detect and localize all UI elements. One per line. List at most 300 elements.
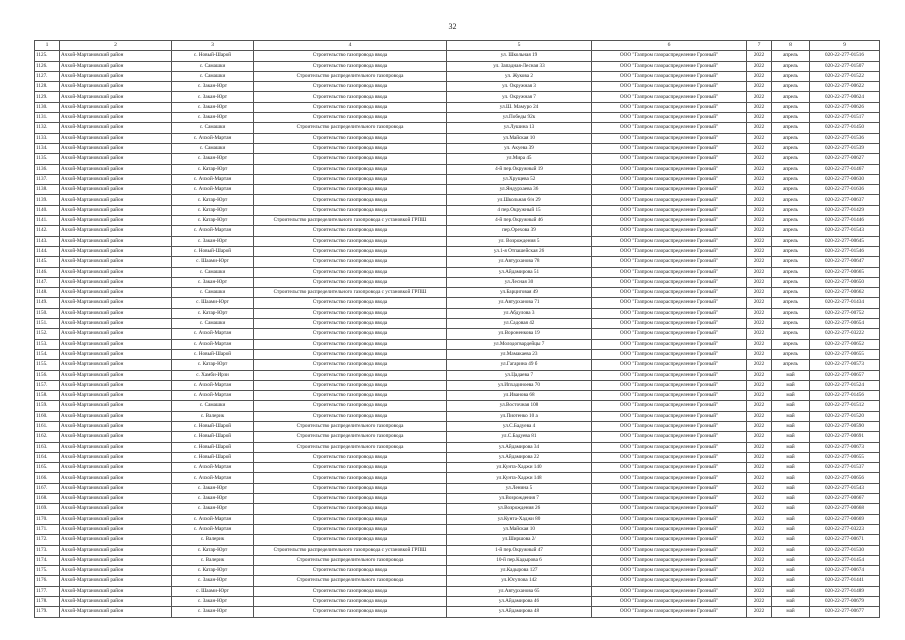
settlement-cell: с. Закан-Юрт [172, 154, 254, 164]
district-cell: Ачхой-Мартановский район [60, 113, 172, 123]
contract-number-cell: 020-22-277-01489 [810, 586, 880, 596]
table-row [35, 545, 880, 555]
month-cell: апрель [772, 277, 810, 287]
month-cell: апрель [772, 226, 810, 236]
organization-cell: ООО "Газпром газораспределение Грозный" [592, 349, 747, 359]
settlement-cell: с. Новый-Шарой [172, 246, 254, 256]
work-type-cell: Строительство газопровода ввода [254, 494, 447, 504]
settlement-cell: с. Новый-Шарой [172, 421, 254, 431]
settlement-cell: с. Закан-Юрт [172, 82, 254, 92]
year-cell: 2022 [747, 246, 772, 256]
district-cell: Ачхой-Мартановский район [60, 205, 172, 215]
contract-number-cell: 020-22-277-00671 [810, 535, 880, 545]
address-cell: пер.Орехова 39 [447, 226, 592, 236]
settlement-cell: с. Ачхой-Мартан [172, 524, 254, 534]
settlement-cell: с. Катар-Юрт [172, 195, 254, 205]
year-cell: 2022 [747, 566, 772, 576]
table-row [35, 442, 880, 452]
month-cell: май [772, 473, 810, 483]
year-cell: 2022 [747, 401, 772, 411]
work-type-cell: Строительство распределительного газопровода [254, 576, 447, 586]
settlement-cell: с. Шаами-Юрт [172, 257, 254, 267]
row-number-cell: 1141. [35, 216, 60, 226]
year-cell: 2022 [747, 432, 772, 442]
settlement-cell: с. Закан-Юрт [172, 576, 254, 586]
address-cell: ул.Иванова 68 [447, 391, 592, 401]
contract-number-cell: 020-22-277-00674 [810, 566, 880, 576]
address-cell: ул.Мира 45 [447, 154, 592, 164]
district-cell: Ачхой-Мартановский район [60, 298, 172, 308]
month-cell: май [772, 545, 810, 555]
row-number-cell: 1166. [35, 473, 60, 483]
address-cell: ул.Кунта-Хаджи 80 [447, 514, 592, 524]
row-number-cell: 1178. [35, 597, 60, 607]
month-cell: апрель [772, 143, 810, 153]
month-cell: апрель [772, 123, 810, 133]
organization-cell: ООО "Газпром газораспределение Грозный" [592, 411, 747, 421]
district-cell: Ачхой-Мартановский район [60, 370, 172, 380]
address-cell: ул. Окружная 7 [447, 92, 592, 102]
settlement-cell: с. Валерик [172, 555, 254, 565]
row-number-cell: 1129. [35, 92, 60, 102]
month-cell: май [772, 597, 810, 607]
month-cell: апрель [772, 205, 810, 215]
contract-number-cell: 020-22-277-00655 [810, 452, 880, 462]
contract-number-cell: 020-22-277-00752 [810, 308, 880, 318]
district-cell: Ачхой-Мартановский район [60, 329, 172, 339]
address-cell: ул.Школьная 6/н 29 [447, 195, 592, 205]
row-number-cell: 1133. [35, 133, 60, 143]
table-row [35, 123, 880, 133]
district-cell: Ачхой-Мартановский район [60, 288, 172, 298]
contract-number-cell: 020-22-277-00679 [810, 597, 880, 607]
address-cell: ул.Пиотенко 10 а [447, 411, 592, 421]
table-row [35, 597, 880, 607]
address-cell: 1-й пер.Окружный 47 [447, 545, 592, 555]
table-row [35, 380, 880, 390]
row-number-cell: 1147. [35, 277, 60, 287]
row-number-cell: 1130. [35, 102, 60, 112]
settlement-cell: с. Ачхой-Мартан [172, 473, 254, 483]
organization-cell: ООО "Газпром газораспределение Грозный" [592, 195, 747, 205]
organization-cell: ООО "Газпром газораспределение Грозный" [592, 586, 747, 596]
district-cell: Ачхой-Мартановский район [60, 545, 172, 555]
table-row [35, 51, 880, 61]
contract-number-cell: 020-22-277-01543 [810, 483, 880, 493]
table-row [35, 236, 880, 246]
organization-cell: ООО "Газпром газораспределение Грозный" [592, 61, 747, 71]
table-row [35, 421, 880, 431]
work-type-cell: Строительство газопровода ввода [254, 586, 447, 596]
contract-number-cell: 020-22-277-00622 [810, 82, 880, 92]
settlement-cell: с. Новый-Шарой [172, 349, 254, 359]
table-row [35, 154, 880, 164]
table-row [35, 164, 880, 174]
address-cell: ул.Юсупова 142 [447, 576, 592, 586]
year-cell: 2022 [747, 442, 772, 452]
contract-number-cell: 020-22-277-00656 [810, 473, 880, 483]
table-row [35, 195, 880, 205]
address-cell: ул.Айдамирова 51 [447, 267, 592, 277]
address-cell: ул.Молодогвардейцы 7 [447, 339, 592, 349]
table-row [35, 463, 880, 473]
table-row [35, 401, 880, 411]
address-cell: ул.Айдамирова 48 [447, 607, 592, 617]
settlement-cell: с. Ачхой-Мартан [172, 185, 254, 195]
year-cell: 2022 [747, 257, 772, 267]
settlement-cell: с. Ачхой-Мартан [172, 380, 254, 390]
settlement-cell: с. Катар-Юрт [172, 566, 254, 576]
contract-number-cell: 020-22-277-01512 [810, 401, 880, 411]
row-number-cell: 1152. [35, 329, 60, 339]
year-cell: 2022 [747, 473, 772, 483]
address-cell: 4-й пер.Окружный 46 [447, 216, 592, 226]
address-cell: ул.С.Бадуева 4 [447, 421, 592, 431]
organization-cell: ООО "Газпром газораспределение Грозный" [592, 82, 747, 92]
contract-number-cell: 020-22-277-00626 [810, 102, 880, 112]
address-cell: ул.Победы 92к [447, 113, 592, 123]
address-cell: 4-й пер.Окружный 19 [447, 164, 592, 174]
district-cell: Ачхой-Мартановский район [60, 92, 172, 102]
row-number-cell: 1128. [35, 82, 60, 92]
year-cell: 2022 [747, 360, 772, 370]
work-type-cell: Строительство газопровода ввода [254, 380, 447, 390]
settlement-cell: с. Новый-Шарой [172, 432, 254, 442]
contract-number-cell: 020-22-277-01467 [810, 164, 880, 174]
contract-number-cell: 020-22-277-00590 [810, 421, 880, 431]
work-type-cell: Строительство распределительного газопровода с установкой ГРПШ [254, 216, 447, 226]
row-number-cell: 1170. [35, 514, 60, 524]
year-cell: 2022 [747, 607, 772, 617]
organization-cell: ООО "Газпром газораспределение Грозный" [592, 421, 747, 431]
settlement-cell: с. Самашки [172, 143, 254, 153]
month-cell: апрель [772, 195, 810, 205]
work-type-cell: Строительство газопровода ввода [254, 154, 447, 164]
month-cell: май [772, 463, 810, 473]
year-cell: 2022 [747, 288, 772, 298]
row-number-cell: 1162. [35, 432, 60, 442]
address-cell: ул. Жукова 2 [447, 71, 592, 81]
district-cell: Ачхой-Мартановский район [60, 216, 172, 226]
row-number-cell: 1153. [35, 339, 60, 349]
contract-number-cell: 020-22-277-00668 [810, 504, 880, 514]
row-number-cell: 1171. [35, 524, 60, 534]
row-number-cell: 1161. [35, 421, 60, 431]
address-cell: ул.Айдамирова 22 [447, 452, 592, 462]
table-row [35, 102, 880, 112]
district-cell: Ачхой-Мартановский район [60, 432, 172, 442]
contract-number-cell: 020-22-277-00650 [810, 277, 880, 287]
district-cell: Ачхой-Мартановский район [60, 349, 172, 359]
organization-cell: ООО "Газпром газораспределение Грозный" [592, 329, 747, 339]
year-cell: 2022 [747, 174, 772, 184]
row-number-cell: 1172. [35, 535, 60, 545]
year-cell: 2022 [747, 216, 772, 226]
work-type-cell: Строительство газопровода ввода [254, 226, 447, 236]
year-cell: 2022 [747, 82, 772, 92]
settlement-cell: с. Закан-Юрт [172, 277, 254, 287]
organization-cell: ООО "Газпром газораспределение Грозный" [592, 566, 747, 576]
work-type-cell: Строительство газопровода ввода [254, 174, 447, 184]
address-cell: ул.С.Бадуева 81 [447, 432, 592, 442]
column-header: 7 [747, 41, 772, 51]
address-cell: ул.Абдулова 3 [447, 308, 592, 318]
column-header: 1 [35, 41, 60, 51]
contract-number-cell: 020-22-277-01516 [810, 51, 880, 61]
district-cell: Ачхой-Мартановский район [60, 607, 172, 617]
row-number-cell: 1160. [35, 411, 60, 421]
work-type-cell: Строительство газопровода ввода [254, 597, 447, 607]
settlement-cell: с. Закан-Юрт [172, 113, 254, 123]
work-type-cell: Строительство газопровода ввода [254, 411, 447, 421]
row-number-cell: 1158. [35, 391, 60, 401]
contract-number-cell: 020-22-277-01454 [810, 555, 880, 565]
table-row [35, 483, 880, 493]
row-number-cell: 1134. [35, 143, 60, 153]
month-cell: апрель [772, 154, 810, 164]
work-type-cell: Строительство распределительного газопровода [254, 555, 447, 565]
table-row [35, 277, 880, 287]
settlement-cell: с. Катар-Юрт [172, 360, 254, 370]
contract-number-cell: 020-22-277-00669 [810, 514, 880, 524]
settlement-cell: с. Шаами-Юрт [172, 586, 254, 596]
month-cell: апрель [772, 82, 810, 92]
contract-number-cell: 020-22-277-01434 [810, 298, 880, 308]
organization-cell: ООО "Газпром газораспределение Грозный" [592, 597, 747, 607]
settlement-cell: с. Ачхой-Мартан [172, 463, 254, 473]
month-cell: май [772, 421, 810, 431]
district-cell: Ачхой-Мартановский район [60, 504, 172, 514]
table-row [35, 524, 880, 534]
address-cell: ул.Барциговая 49 [447, 288, 592, 298]
year-cell: 2022 [747, 102, 772, 112]
work-type-cell: Строительство газопровода ввода [254, 257, 447, 267]
contract-number-cell: 020-22-277-01522 [810, 71, 880, 81]
settlement-cell: с. Валерик [172, 535, 254, 545]
organization-cell: ООО "Газпром газораспределение Грозный" [592, 452, 747, 462]
table-row [35, 185, 880, 195]
row-number-cell: 1144. [35, 246, 60, 256]
work-type-cell: Строительство газопровода ввода [254, 82, 447, 92]
settlement-cell: с. Катар-Юрт [172, 545, 254, 555]
month-cell: апрель [772, 349, 810, 359]
address-cell: ул.Кунта-Хаджи 148 [447, 473, 592, 483]
column-header: 9 [810, 41, 880, 51]
month-cell: май [772, 380, 810, 390]
work-type-cell: Строительство газопровода ввода [254, 267, 447, 277]
address-cell: ул.Садовая 42 [447, 319, 592, 329]
district-cell: Ачхой-Мартановский район [60, 463, 172, 473]
work-type-cell: Строительство газопровода ввода [254, 113, 447, 123]
settlement-cell: с. Ачхой-Мартан [172, 339, 254, 349]
row-number-cell: 1157. [35, 380, 60, 390]
year-cell: 2022 [747, 349, 772, 359]
district-cell: Ачхой-Мартановский район [60, 277, 172, 287]
row-number-cell: 1167. [35, 483, 60, 493]
month-cell: апрель [772, 133, 810, 143]
table-row [35, 82, 880, 92]
table-row [35, 504, 880, 514]
organization-cell: ООО "Газпром газораспределение Грозный" [592, 298, 747, 308]
contract-number-cell: 020-22-277-01543 [810, 226, 880, 236]
address-cell: ул. Школьная 19 [447, 51, 592, 61]
table-row [35, 555, 880, 565]
row-number-cell: 1142. [35, 226, 60, 236]
organization-cell: ООО "Газпром газораспределение Грозный" [592, 555, 747, 565]
organization-cell: ООО "Газпром газораспределение Грозный" [592, 339, 747, 349]
organization-cell: ООО "Газпром газораспределение Грозный" [592, 401, 747, 411]
district-cell: Ачхой-Мартановский район [60, 586, 172, 596]
table-row [35, 514, 880, 524]
settlement-cell: с. Закан-Юрт [172, 607, 254, 617]
month-cell: апрель [772, 257, 810, 267]
settlement-cell: с. Закан-Юрт [172, 597, 254, 607]
month-cell: май [772, 586, 810, 596]
settlement-cell: с. Новый-Шарой [172, 51, 254, 61]
contract-number-cell: 020-22-277-00665 [810, 267, 880, 277]
work-type-cell: Строительство газопровода ввода [254, 524, 447, 534]
year-cell: 2022 [747, 535, 772, 545]
address-cell: ул.Ипхадиноева 70 [447, 380, 592, 390]
month-cell: май [772, 483, 810, 493]
work-type-cell: Строительство газопровода ввода [254, 319, 447, 329]
address-cell: ул.Яндурхаева 36 [447, 185, 592, 195]
year-cell: 2022 [747, 391, 772, 401]
address-cell: ул.1-я Отпашейская 26 [447, 246, 592, 256]
district-cell: Ачхой-Мартановский район [60, 195, 172, 205]
row-number-cell: 1137. [35, 174, 60, 184]
year-cell: 2022 [747, 51, 772, 61]
organization-cell: ООО "Газпром газораспределение Грозный" [592, 226, 747, 236]
address-cell: ул.Автурханова 65 [447, 586, 592, 596]
month-cell: апрель [772, 216, 810, 226]
row-number-cell: 1146. [35, 267, 60, 277]
organization-cell: ООО "Газпром газораспределение Грозный" [592, 535, 747, 545]
table-row [35, 494, 880, 504]
organization-cell: ООО "Газпром газораспределение Грозный" [592, 288, 747, 298]
organization-cell: ООО "Газпром газораспределение Грозный" [592, 143, 747, 153]
contract-number-cell: 020-22-277-00573 [810, 360, 880, 370]
organization-cell: ООО "Газпром газораспределение Грозный" [592, 319, 747, 329]
year-cell: 2022 [747, 329, 772, 339]
table-row [35, 411, 880, 421]
settlement-cell: с. Новый-Шарой [172, 442, 254, 452]
contract-number-cell: 020-22-277-00652 [810, 339, 880, 349]
table-row [35, 71, 880, 81]
address-cell: 4 пер.Окружный 15 [447, 205, 592, 215]
row-number-cell: 1179. [35, 607, 60, 617]
organization-cell: ООО "Газпром газораспределение Грозный" [592, 246, 747, 256]
work-type-cell: Строительство газопровода ввода [254, 339, 447, 349]
table-row [35, 267, 880, 277]
row-number-cell: 1151. [35, 319, 60, 329]
month-cell: апрель [772, 92, 810, 102]
work-type-cell: Строительство газопровода ввода [254, 133, 447, 143]
contract-number-cell: 020-22-277-01520 [810, 411, 880, 421]
organization-cell: ООО "Газпром газораспределение Грозный" [592, 216, 747, 226]
organization-cell: ООО "Газпром газораспределение Грозный" [592, 463, 747, 473]
organization-cell: ООО "Газпром газораспределение Грозный" [592, 185, 747, 195]
district-cell: Ачхой-Мартановский район [60, 185, 172, 195]
organization-cell: ООО "Газпром газораспределение Грозный" [592, 432, 747, 442]
address-cell: ул.Автурханова 78 [447, 257, 592, 267]
year-cell: 2022 [747, 133, 772, 143]
contract-number-cell: 020-22-277-00627 [810, 154, 880, 164]
year-cell: 2022 [747, 71, 772, 81]
year-cell: 2022 [747, 421, 772, 431]
year-cell: 2022 [747, 226, 772, 236]
address-cell: ул.Ленина 5 [447, 483, 592, 493]
row-number-cell: 1132. [35, 123, 60, 133]
year-cell: 2022 [747, 586, 772, 596]
month-cell: апрель [772, 164, 810, 174]
month-cell: май [772, 391, 810, 401]
month-cell: апрель [772, 113, 810, 123]
organization-cell: ООО "Газпром газораспределение Грозный" [592, 51, 747, 61]
row-number-cell: 1159. [35, 401, 60, 411]
work-type-cell: Строительство газопровода ввода [254, 298, 447, 308]
work-type-cell: Строительство распределительного газопровода с установкой ГРПШ [254, 288, 447, 298]
year-cell: 2022 [747, 370, 772, 380]
address-cell: ул.Восточная 108 [447, 401, 592, 411]
organization-cell: ООО "Газпром газораспределение Грозный" [592, 473, 747, 483]
organization-cell: ООО "Газпром газораспределение Грозный" [592, 102, 747, 112]
table-row [35, 113, 880, 123]
year-cell: 2022 [747, 113, 772, 123]
month-cell: апрель [772, 360, 810, 370]
contract-number-cell: 020-22-277-01536 [810, 133, 880, 143]
work-type-cell: Строительство распределительного газопровода [254, 71, 447, 81]
work-type-cell: Строительство распределительного газопровода [254, 442, 447, 452]
district-cell: Ачхой-Мартановский район [60, 555, 172, 565]
register-table [34, 40, 880, 618]
row-number-cell: 1155. [35, 360, 60, 370]
year-cell: 2022 [747, 236, 772, 246]
organization-cell: ООО "Газпром газораспределение Грозный" [592, 545, 747, 555]
organization-cell: ООО "Газпром газораспределение Грозный" [592, 576, 747, 586]
contract-number-cell: 020-22-277-00654 [810, 319, 880, 329]
district-cell: Ачхой-Мартановский район [60, 339, 172, 349]
organization-cell: ООО "Газпром газораспределение Грозный" [592, 504, 747, 514]
contract-number-cell: 020-22-277-00673 [810, 442, 880, 452]
column-header: 8 [772, 41, 810, 51]
work-type-cell: Строительство газопровода ввода [254, 277, 447, 287]
address-cell: ул.Ширшова 2/ [447, 535, 592, 545]
row-number-cell: 1148. [35, 288, 60, 298]
contract-number-cell: 020-22-277-00624 [810, 92, 880, 102]
year-cell: 2022 [747, 504, 772, 514]
month-cell: май [772, 452, 810, 462]
district-cell: Ачхой-Мартановский район [60, 61, 172, 71]
year-cell: 2022 [747, 143, 772, 153]
column-header: 3 [172, 41, 254, 51]
organization-cell: ООО "Газпром газораспределение Грозный" [592, 483, 747, 493]
settlement-cell: с. Закан-Юрт [172, 504, 254, 514]
district-cell: Ачхой-Мартановский район [60, 51, 172, 61]
organization-cell: ООО "Газпром газораспределение Грозный" [592, 380, 747, 390]
settlement-cell: с. Закан-Юрт [172, 92, 254, 102]
column-header: 5 [447, 41, 592, 51]
table-row [35, 246, 880, 256]
settlement-cell: с. Самашки [172, 71, 254, 81]
year-cell: 2022 [747, 411, 772, 421]
work-type-cell: Строительство распределительного газопровода [254, 421, 447, 431]
organization-cell: ООО "Газпром газораспределение Грозный" [592, 308, 747, 318]
contract-number-cell: 020-22-277-01537 [810, 463, 880, 473]
month-cell: май [772, 555, 810, 565]
row-number-cell: 1165. [35, 463, 60, 473]
work-type-cell: Строительство газопровода ввода [254, 205, 447, 215]
